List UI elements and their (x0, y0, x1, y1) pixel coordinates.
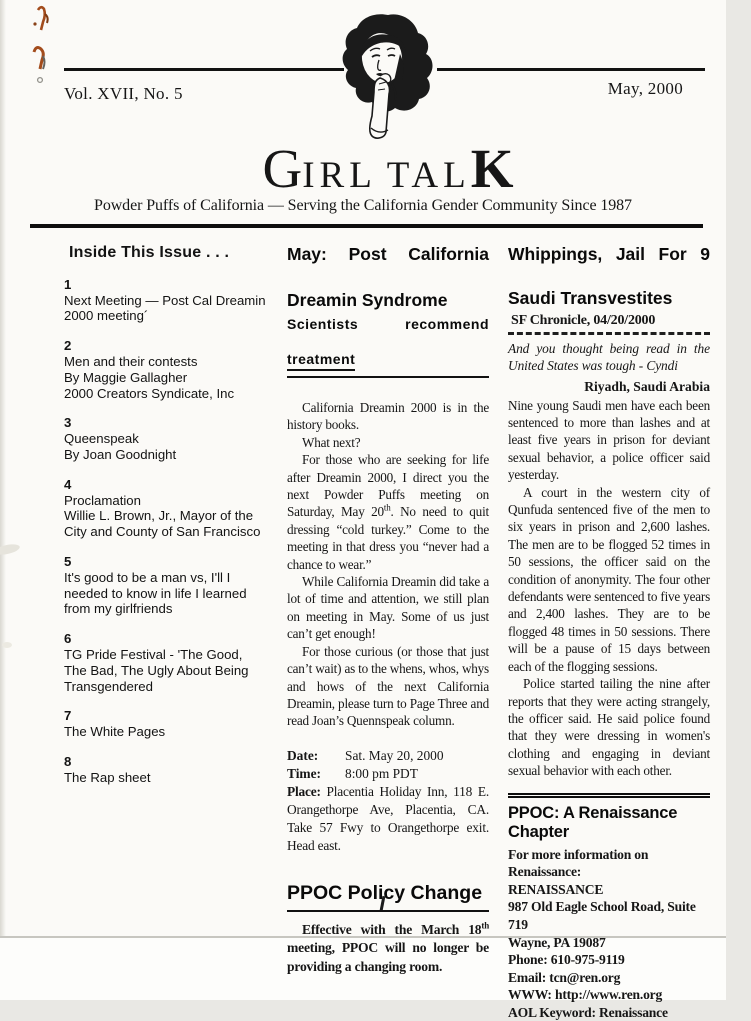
toc-item-byline: By Joan Goodnight (64, 446, 177, 462)
toc-item-number: 3 (64, 415, 72, 431)
news-article-headline (508, 243, 710, 309)
toc-item-text: It's good to be a man vs, I'll I needed to know in life I learned from my girlfriends (64, 569, 247, 617)
toc-item-3 (64, 415, 268, 462)
masthead-title (25, 138, 751, 199)
editor-comment: And you thought being read in the United States was tough - Cyndi (508, 341, 710, 373)
meeting-time-row (287, 765, 489, 783)
contact-line: Email: tcn@ren.org (508, 969, 621, 985)
news-source: SF Chronicle, 04/20/2000 (511, 313, 656, 328)
masthead-letter-g: G (262, 138, 303, 199)
headline-line: Whippings, Jail For 9 (508, 244, 710, 264)
toc-item-4 (64, 477, 268, 540)
place-label: Place: (287, 783, 321, 799)
toc-item-6 (64, 631, 268, 694)
toc-item-7 (64, 708, 268, 740)
main-article-column (287, 243, 489, 977)
paragraph: Police started tailing the nine after reports that they were acting strangely, the officer said. He said police found that they were dressing in women's clothing and engaging in deviant sexual behavior with each other. (508, 676, 710, 779)
scan-edge-shadow (0, 0, 6, 1000)
masthead-letter-k: K (470, 138, 514, 199)
rust-staple-marks (20, 2, 64, 88)
renaissance-headline: PPOC: A Renaissance Chapter (508, 803, 678, 841)
ordinal-suffix: th (481, 920, 489, 931)
dateline: Riyadh, Saudi Arabia (584, 378, 710, 394)
toc-item-text: The White Pages (64, 724, 166, 740)
toc-title: Inside This Issue . . . (69, 244, 230, 261)
toc-item-text: TG Pride Festival - 'The Good, The Bad, The Ugly About Being Transgendered (64, 646, 249, 694)
renaissance-contact-info (508, 846, 710, 1021)
main-article-headline (287, 243, 489, 312)
toc-item-number: 6 (64, 631, 72, 647)
toc-item-text: The Rap sheet (64, 769, 151, 785)
toc-item-number: 1 (64, 276, 72, 292)
main-article-subhead (287, 316, 489, 371)
contact-line: RENAISSANCE (508, 881, 604, 897)
header-rule-right (437, 68, 705, 71)
contact-line: AOL Keyword: Renaissance (508, 1004, 668, 1020)
paragraph: What next? (302, 434, 361, 450)
toc-item-1 (64, 277, 268, 324)
header-rule-left (64, 68, 344, 71)
toc-item-number: 5 (64, 553, 72, 569)
toc-item-number: 2 (64, 338, 72, 354)
policy-article-body (287, 921, 489, 977)
toc-column (64, 245, 268, 800)
subhead-line: Scientists recommend (287, 316, 489, 332)
toc-item-2 (64, 338, 268, 401)
paragraph-text: . No need to quit dressing “cold turkey.” Come to the meeting in that dress you “never had a chance to wear.” (287, 504, 489, 572)
toc-item-number: 8 (64, 753, 72, 769)
headline-line: Dreamin Syndrome (287, 290, 448, 310)
masthead-rule (30, 224, 703, 228)
volume-number: Vol. XVII, No. 5 (64, 84, 183, 103)
headline-rule (287, 376, 489, 379)
source-rule (508, 332, 710, 335)
contact-line: For more information on Renaissance: (508, 846, 649, 880)
main-article-body (287, 399, 489, 730)
toc-item-text: Men and their contests (64, 353, 198, 369)
subhead-line: treatment (287, 351, 355, 371)
headline-line: Saudi Transvestites (508, 288, 673, 308)
toc-item-credit: 2000 Creators Syndicate, Inc (64, 385, 235, 401)
paragraph (287, 451, 489, 573)
toc-item-byline: Willie L. Brown, Jr., Mayor of the City and County of San Francisco (64, 508, 261, 540)
meeting-date-row (287, 747, 489, 765)
tagline: Powder Puffs of California — Serving the California Gender Community Since 1987 (94, 197, 632, 214)
meeting-place-row (287, 783, 489, 855)
headline-line: May: Post California (287, 244, 489, 264)
news-article-column (508, 243, 710, 1021)
masthead-irl: IRL (302, 155, 377, 196)
toc-item-number: 4 (64, 476, 72, 492)
paragraph-text: For those who are seeking for life after Dreamin 2000, I direct you the next Powder Puffs meeting on Saturday, May 20 (287, 452, 489, 520)
paragraph: While California Dreamin did take a lot of time and attention, we still plan on meeting in May. Some of us just can’t get enough! (287, 574, 489, 642)
paragraph-text: Effective with the March 18 (302, 921, 482, 937)
masthead-tal: TAL (386, 155, 471, 196)
toc-item-5 (64, 554, 268, 617)
news-article-body (508, 397, 710, 780)
toc-item-8 (64, 754, 268, 786)
date-value: Sat. May 20, 2000 (345, 747, 444, 763)
issue-date: May, 2000 (607, 79, 683, 98)
contact-line: Phone: 610-975-9119 (508, 952, 625, 968)
contact-line: Wayne, PA 19087 (508, 934, 606, 950)
place-value: Placentia Holiday Inn, 118 E. Orangethorpe Ave, Placentia, CA. Take 57 Fwy to Orangethorpe exit. Head east. (287, 783, 489, 853)
toc-item-byline: By Maggie Gallagher (64, 369, 188, 385)
date-label: Date: (287, 747, 319, 763)
ordinal-suffix: th (383, 503, 391, 514)
meeting-info (287, 747, 489, 855)
paragraph: A court in the western city of Qunfuda sentenced five of the men to six years in prison and 2,600 lashes. The men are to be flogged 52 times in 50 sessions, the officer said on the condition of anonymity. The four other defendants were sentenced to five years and 2,400 lashes. They are to be flogged 48 times in 50 sessions. There will be a pause of 15 days between each of the flogging sessions. (508, 484, 711, 674)
toc-item-text: Proclamation (64, 492, 141, 508)
scan-smudge (2, 642, 12, 648)
policy-article-headline: PPOC Policy Change (287, 882, 489, 912)
paragraph: For those curious (or those that just can’t wait) as to the whens, whos, whys and hows of the next California Dreamin, please turn to Page Three and read Joan’s Quennspeak column. (287, 643, 489, 729)
contact-line: 987 Old Eagle School Road, Suite 719 (508, 899, 696, 932)
powder-puff-girl-illustration (336, 10, 440, 144)
paragraph: California Dreamin 2000 is in the history books. (287, 400, 489, 433)
paragraph: Nine young Saudi men have each been sentenced to more than lashes and at least five years in prison for deviant sexual behavior, a police officer said yesterday. (508, 397, 710, 483)
toc-item-number: 7 (64, 708, 72, 724)
time-label: Time: (287, 765, 321, 781)
paragraph-text: meeting, PPOC will no longer be providing a changing room. (287, 940, 489, 974)
section-double-rule (508, 793, 710, 798)
contact-line: WWW: http://www.ren.org (508, 987, 663, 1003)
toc-item-text: Queenspeak (64, 431, 139, 447)
time-value: 8:00 pm PDT (345, 765, 418, 781)
toc-item-text: Next Meeting — Post Cal Dreamin 2000 meeting´ (64, 292, 266, 324)
